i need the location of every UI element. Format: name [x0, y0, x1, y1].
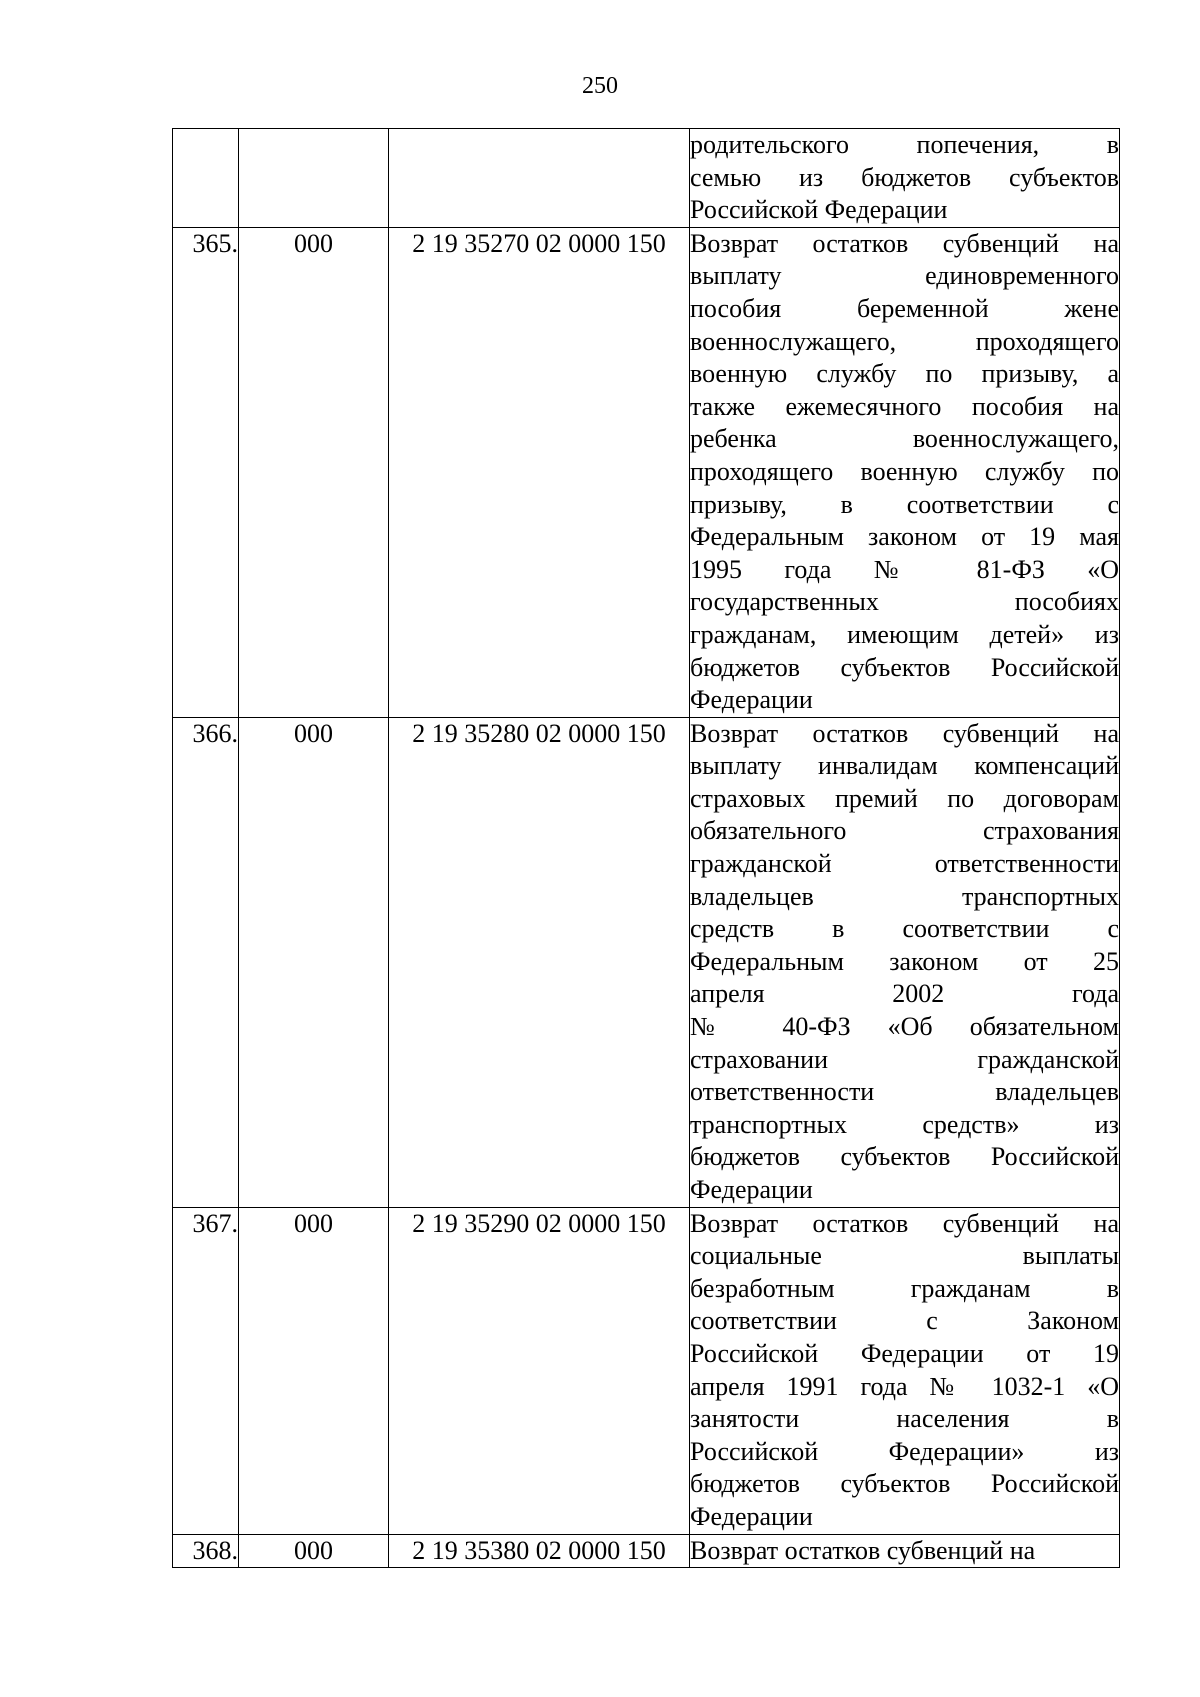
description-line: 1995 года № 81-ФЗ «О: [690, 554, 1119, 584]
description-line: пособия беременной жене: [690, 293, 1119, 323]
description-line: владельцев транспортных: [690, 881, 1119, 911]
description-line: безработным гражданам в: [690, 1273, 1119, 1303]
description-line: страховых премий по договорам: [690, 783, 1119, 813]
description-line: военную службу по призыву, а: [690, 359, 1119, 389]
budget-classification-code-cell: 2 19 35280 02 0000 150: [389, 717, 690, 1207]
row-number-cell: 367.: [173, 1207, 239, 1534]
description-line: Российской Федерации: [690, 195, 948, 225]
description-cell: [690, 1534, 1120, 1568]
description-line: семью из бюджетов субъектов: [690, 162, 1119, 192]
budget-classification-code-cell: 2 19 35290 02 0000 150: [389, 1207, 690, 1534]
admin-code-cell: 000: [239, 1207, 389, 1534]
description-line: гражданам, имеющим детей» из: [690, 619, 1119, 649]
description-line: призыву, в соответствии с: [690, 489, 1119, 519]
description-line: Федерации: [690, 1501, 813, 1531]
description-line: родительского попечения, в: [690, 130, 1119, 159]
description-line: № 40-ФЗ «Об обязательном: [690, 1012, 1119, 1042]
description-line: гражданской ответственности: [690, 849, 1119, 879]
description-line: обязательного страхования: [690, 816, 1119, 846]
budget-classification-code-cell: 2 19 35270 02 0000 150: [389, 227, 690, 717]
budget-codes-table: [172, 128, 1120, 1568]
description-line: Возврат остатков субвенций на: [690, 1535, 1036, 1565]
description-line: страховании гражданской: [690, 1044, 1119, 1074]
description-line: транспортных средств» из: [690, 1109, 1119, 1139]
description-line: Федерации: [690, 685, 813, 715]
description-line: Федеральным законом от 25: [690, 946, 1119, 976]
description-line: выплату инвалидам компенсаций: [690, 751, 1119, 781]
description-line: Российской Федерации от 19: [690, 1338, 1119, 1368]
description-cell: [690, 129, 1120, 228]
table-row: [173, 1207, 1120, 1534]
row-number-cell: 368.: [173, 1534, 239, 1568]
description-line: ребенка военнослужащего,: [690, 424, 1119, 454]
description-line: бюджетов субъектов Российской: [690, 1142, 1119, 1172]
admin-code-cell: 000: [239, 717, 389, 1207]
row-number-cell: 366.: [173, 717, 239, 1207]
description-line: выплату единовременного: [690, 261, 1119, 291]
row-number-cell: [173, 129, 239, 228]
table-row: [173, 129, 1120, 228]
description-line: Федеральным законом от 19 мая: [690, 522, 1119, 552]
description-line: занятости населения в: [690, 1404, 1119, 1434]
description-line: государственных пособиях: [690, 587, 1119, 617]
description-cell: [690, 1207, 1120, 1534]
description-line: Возврат остатков субвенций на: [690, 1208, 1119, 1238]
description-line: также ежемесячного пособия на: [690, 391, 1119, 421]
description-line: бюджетов субъектов Российской: [690, 652, 1119, 682]
description-line: социальные выплаты: [690, 1241, 1119, 1271]
description-line: Российской Федерации» из: [690, 1436, 1119, 1466]
table-body: [173, 129, 1120, 1568]
description-line: Возврат остатков субвенций на: [690, 228, 1119, 258]
admin-code-cell: [239, 129, 389, 228]
table-row: [173, 227, 1120, 717]
budget-classification-code-cell: [389, 129, 690, 228]
description-line: средств в соответствии с: [690, 914, 1119, 944]
description-line: Федерации: [690, 1175, 813, 1204]
description-line: ответственности владельцев: [690, 1077, 1119, 1107]
admin-code-cell: 000: [239, 227, 389, 717]
table-row: [173, 1534, 1120, 1568]
description-line: Возврат остатков субвенций на: [690, 718, 1119, 748]
description-cell: [690, 227, 1120, 717]
description-line: соответствии с Законом: [690, 1306, 1119, 1336]
page-number: 250: [582, 73, 618, 99]
admin-code-cell: 000: [239, 1534, 389, 1568]
description-line: бюджетов субъектов Российской: [690, 1469, 1119, 1499]
description-line: апреля 2002 года: [690, 979, 1119, 1009]
description-line: проходящего военную службу по: [690, 456, 1119, 486]
description-cell: [690, 717, 1120, 1207]
row-number-cell: 365.: [173, 227, 239, 717]
description-line: апреля 1991 года № 1032-1 «О: [690, 1371, 1119, 1401]
description-line: военнослужащего, проходящего: [690, 326, 1119, 356]
budget-classification-code-cell: 2 19 35380 02 0000 150: [389, 1534, 690, 1568]
table-row: [173, 717, 1120, 1207]
